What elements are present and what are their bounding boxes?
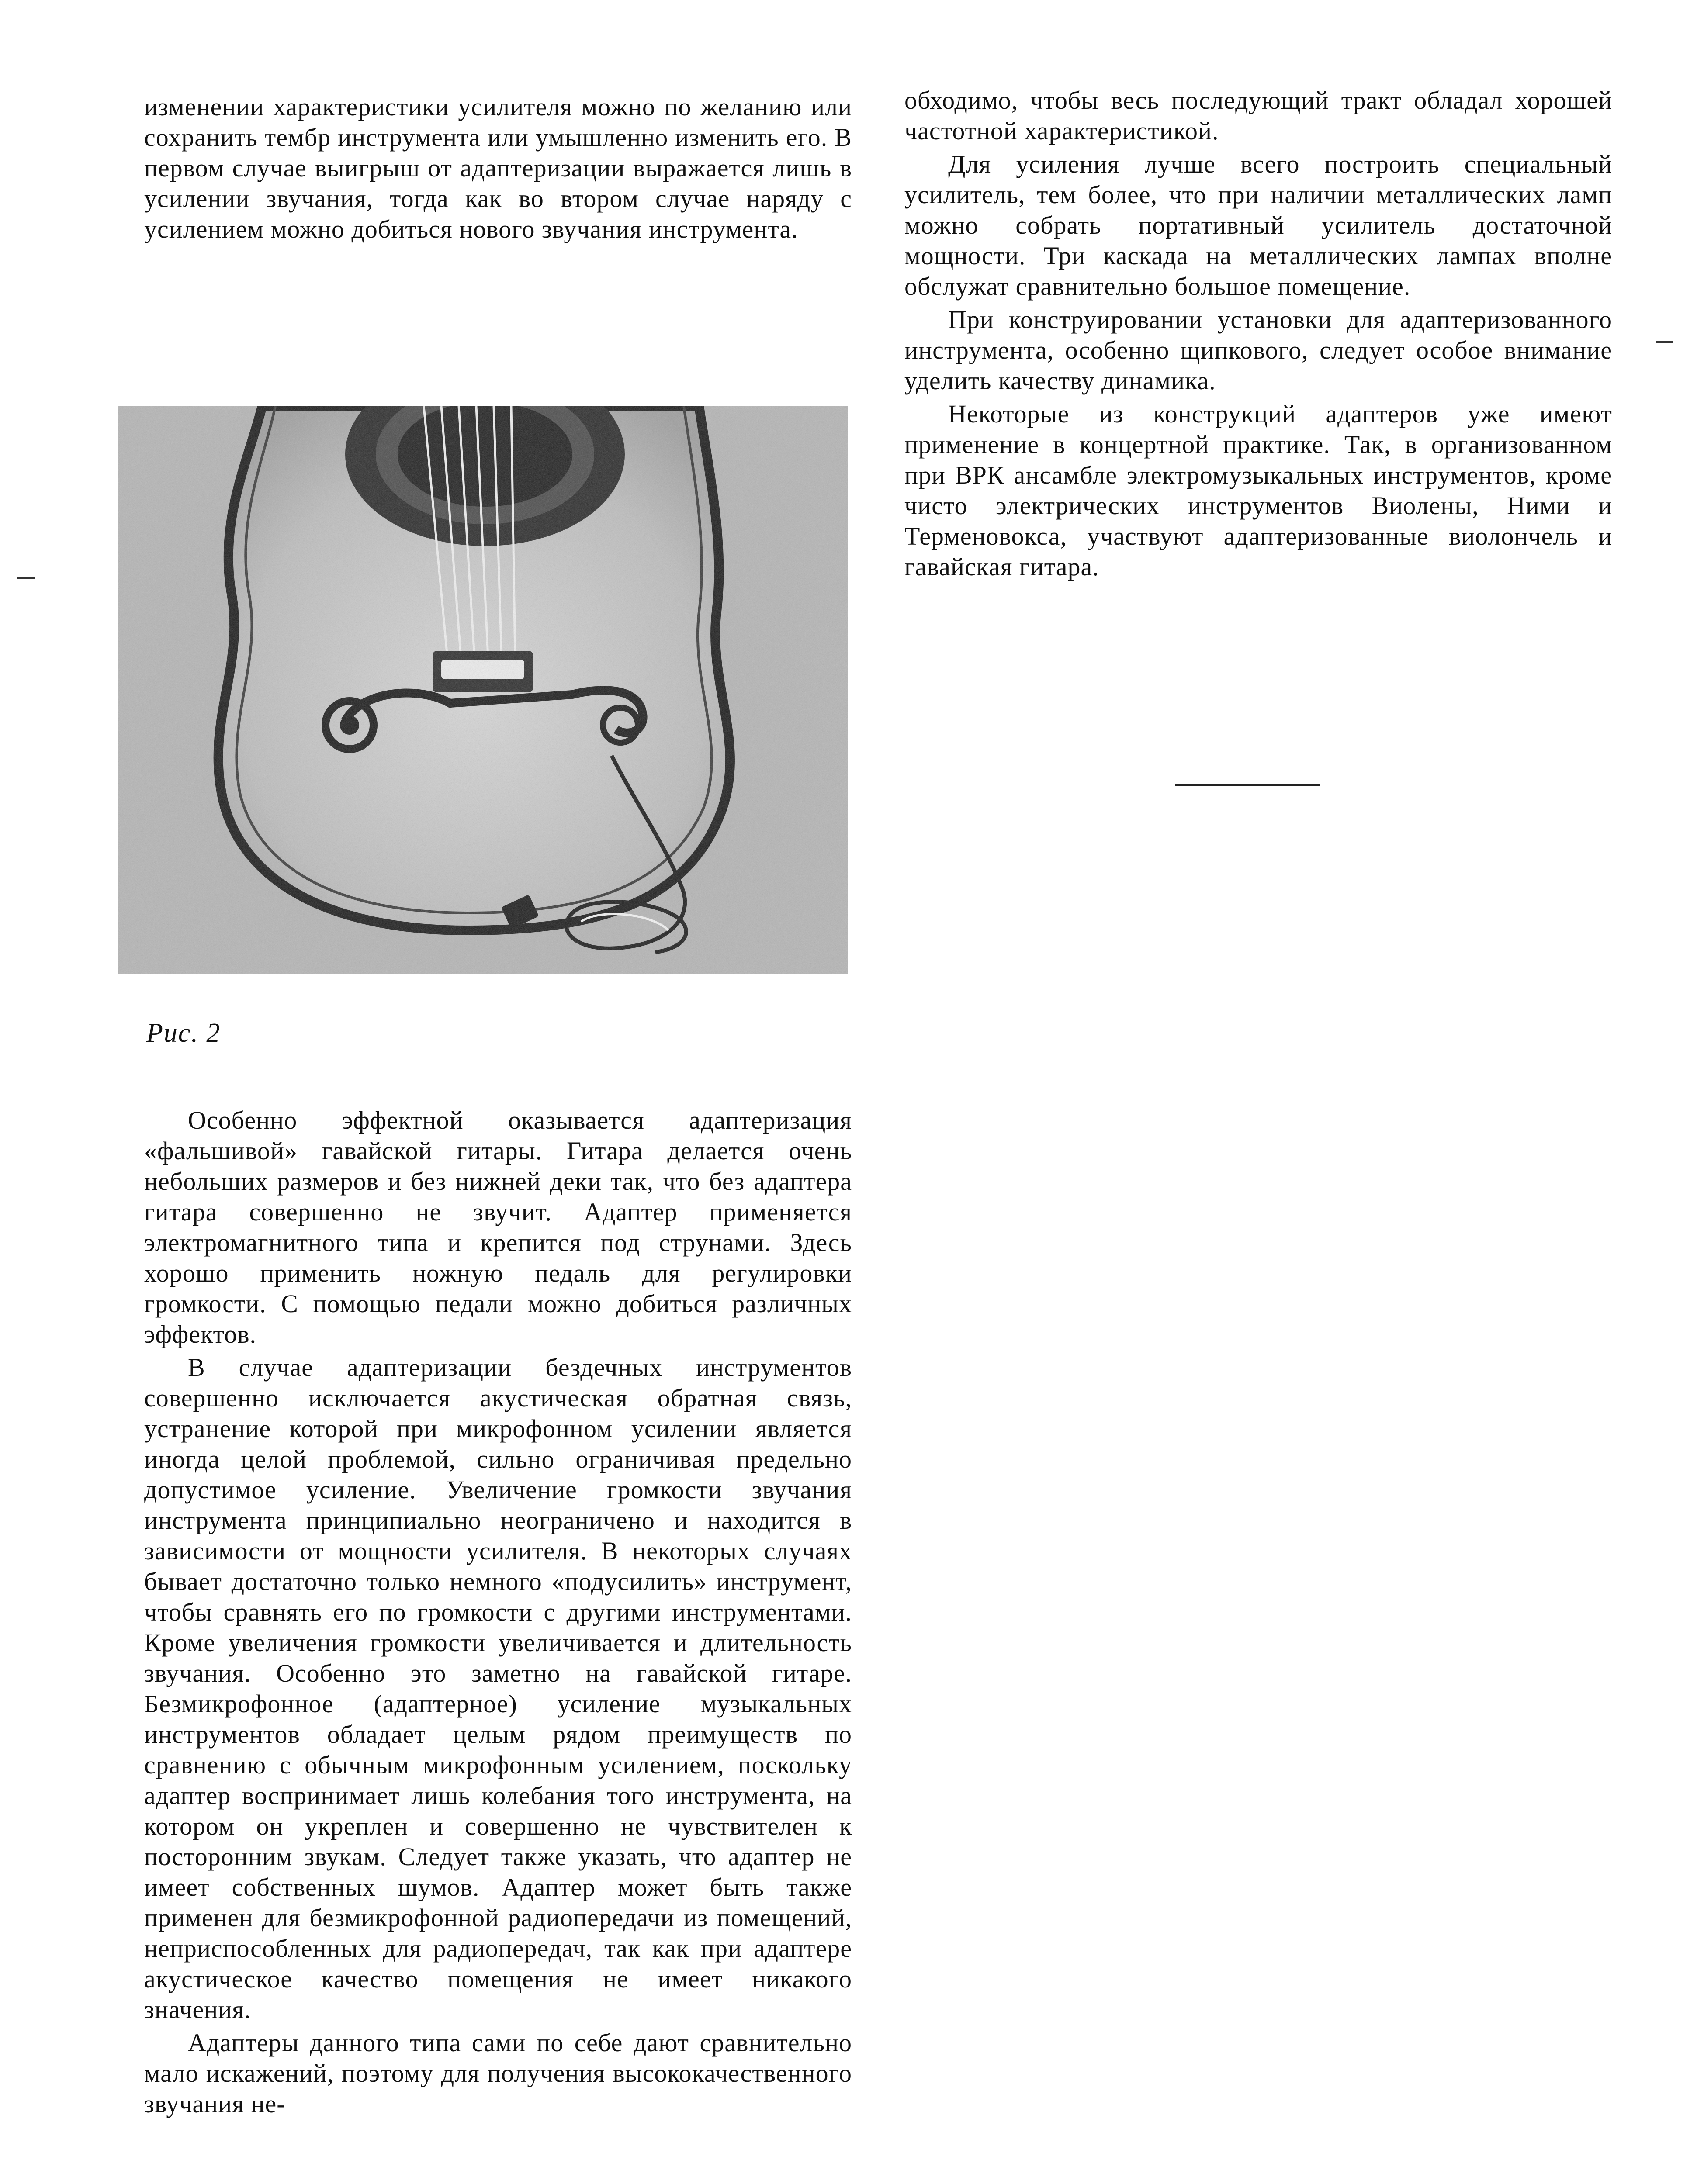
guitar-photo [118,406,848,974]
paragraph: обходимо, чтобы весь последующий тракт обладал хорошей частотной характеристикой. [904,86,1612,145]
paragraph: При конструировании установки для адаптеризованного инструмента, особенно щипкового, следует особое внимание уделить качеству динамика. [904,305,1612,395]
right-column [904,85,1612,582]
paragraph: Адаптеры данного типа сами по себе дают сравнительно мало искажений, поэтому для получения высококачественного звучания не- [144,2028,852,2118]
paragraph: Для усиления лучше всего построить специальный усилитель, тем более, что при наличии металлических ламп можно собрать портативный усилитель достаточной мощности. Три каскада на металлических лампах вполне обслужат сравнительно большое помещение. [904,150,1612,301]
paragraph: В случае адаптеризации бездечных инструментов совершенно исключается акустическая обратная связь, устранение которой при микрофонном усилении является иногда целой проблемой, сильно ограничивая предельно допустимое усиление. Увеличение громкости звучания инструмента принципиально неограничено и находится в зависимости от мощности усилителя. В некоторых случаях бывает достаточно только немного «подусилить» инструмент, чтобы сравнять его по громкости с другими инструментами. Кроме увеличения громкости увеличивается и длительность звучания. Особенно это заметно на гавайской гитаре. Безмикрофонное (адаптерное) усиление музыкальных инструментов обладает целым рядом преимуществ по сравнению с обычным микрофонным усилением, поскольку адаптер воспринимает лишь колебания того инструмента, на котором он укреплен и совершенно не чувствителен к посторонним звукам. Следует также указать, что адаптер не имеет собственных шумов. Адаптер может быть также применен для безмикрофонной радиопередачи из помещений, неприспособленных для радиопередач, так как при адаптере акустическое качество помещения не имеет никакого значения. [144,1353,852,2024]
left-column-top [144,92,852,245]
figure-caption: Рис. 2 [146,1018,221,1048]
left-column-bottom [144,1105,852,2119]
paragraph: Особенно эффектной оказывается адаптеризация «фальшивой» гавайской гитары. Гитара делается очень небольших размеров и без нижней деки так, что без адаптера гитара совершенно не звучит. Адаптер применяется электромагнитного типа и крепится под струнами. Здесь хорошо применить ножную педаль для регулировки громкости. С помощью педали можно добиться различных эффектов. [144,1106,852,1348]
guitar-illustration [118,406,848,974]
margin-mark [17,577,35,579]
margin-mark [1656,341,1673,343]
section-divider [1175,784,1320,786]
paragraph: изменении характеристики усилителя можно по желанию или сохранить тембр инструмента или умышленно изменить его. В первом случае выигрыш от адаптеризации выражается лишь в усилении звучания, тогда как во втором случае наряду с усилением можно добиться нового звучания инструмента. [144,93,852,243]
paragraph: Некоторые из конструкций адаптеров уже имеют применение в концертной практике. Так, в организованном при ВРК ансамбле электромузыкальных инструментов, кроме чисто электрических инструментов Виолены, Ними и Терменовокса, участвуют адаптеризованные виолончель и гавайская гитара. [904,400,1612,581]
